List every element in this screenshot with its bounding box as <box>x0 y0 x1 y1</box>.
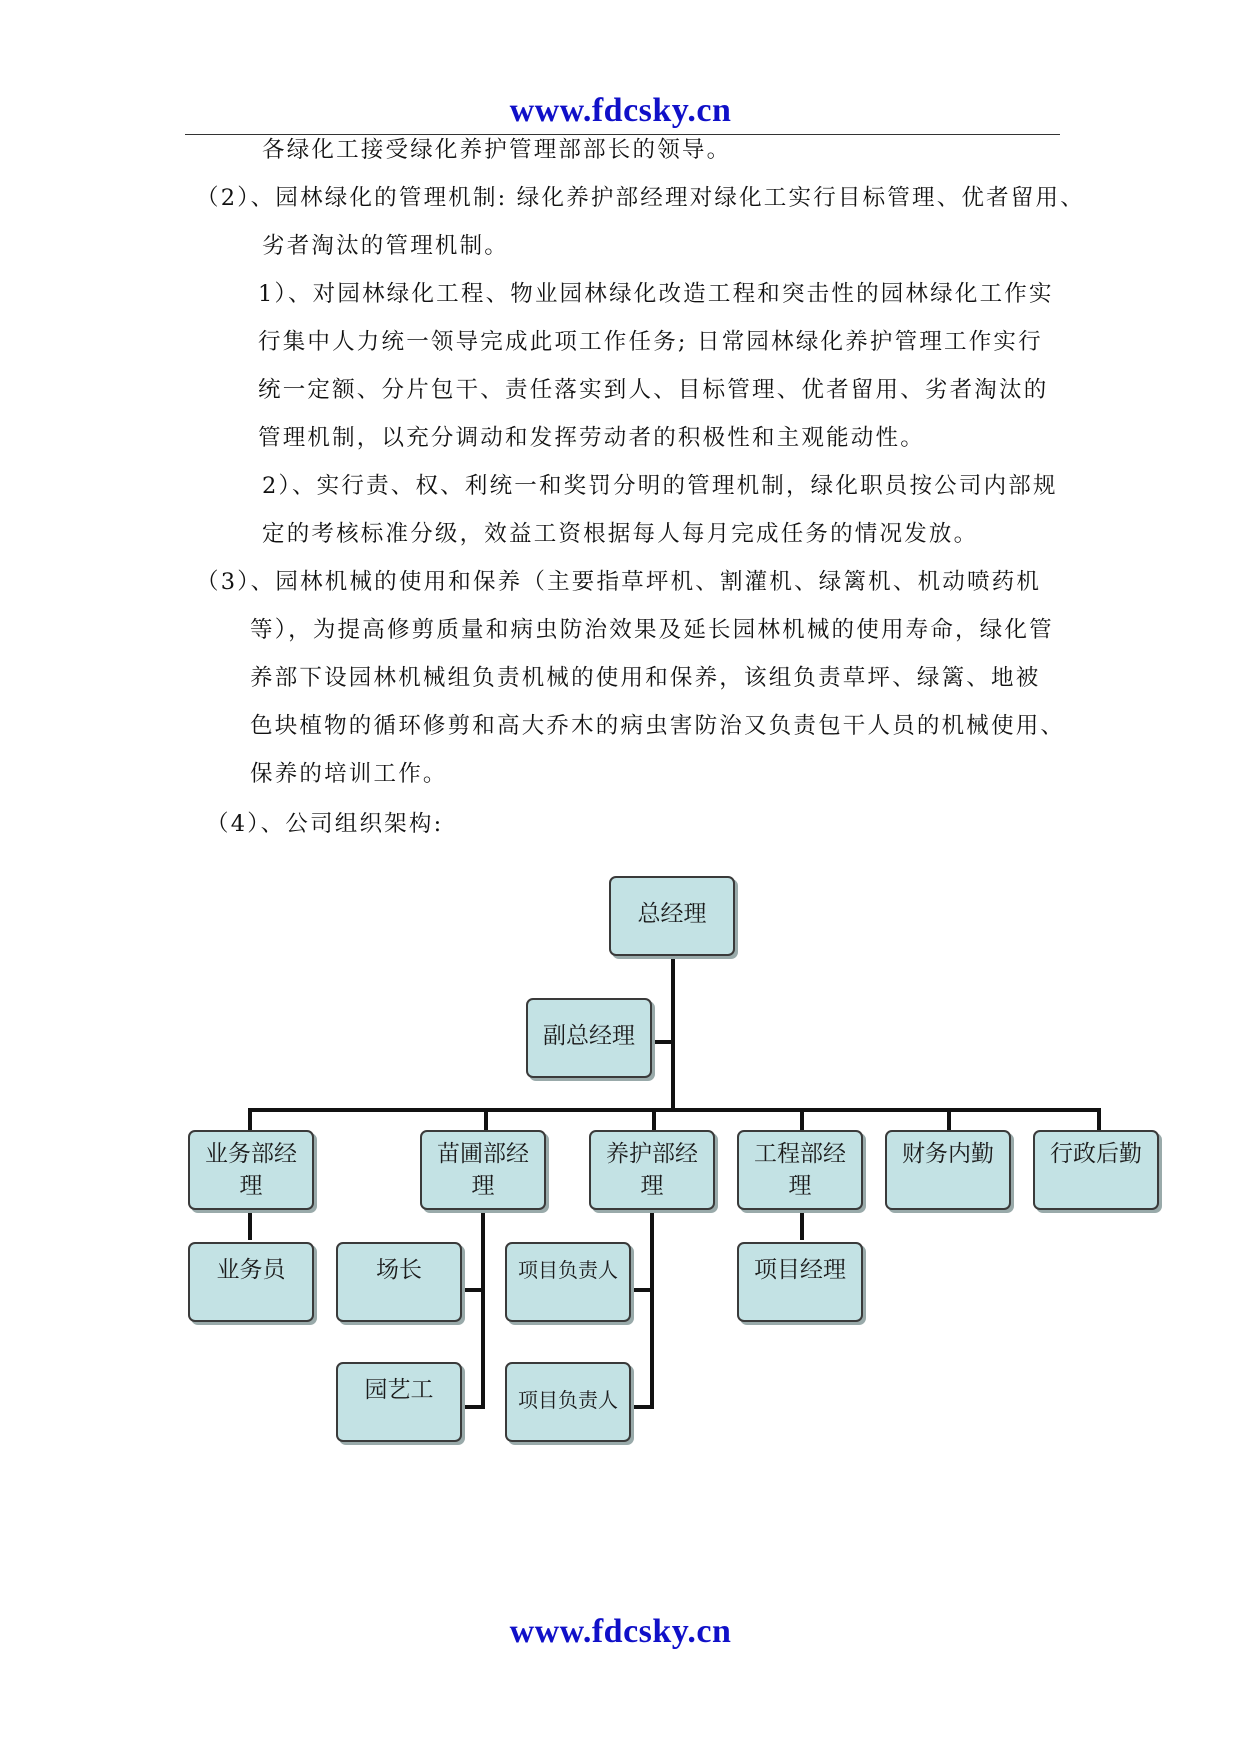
org-box-deputy-general-manager: 副总经理 <box>526 998 652 1078</box>
org-box-salesman: 业务员 <box>188 1242 314 1322</box>
paragraph-line: （3）、园林机械的使用和保养（主要指草坪机、割灌机、绿篱机、机动喷药机 <box>196 569 1042 595</box>
paragraph-line: 色块植物的循环修剪和高大乔木的病虫害防治又负责包干人员的机械使用、 <box>250 713 1066 739</box>
paragraph-line: 等），为提高修剪质量和病虫防治效果及延长园林机械的使用寿命，绿化管 <box>250 617 1054 643</box>
paragraph-line: 行集中人力统一领导完成此项工作任务; 日常园林绿化养护管理工作实行 <box>258 329 1043 355</box>
header-url: www.fdcsky.cn <box>509 92 732 129</box>
org-box-farm-manager: 场长 <box>336 1242 462 1322</box>
paragraph-line: 养部下设园林机械组负责机械的使用和保养，该组负责草坪、绿篱、地被 <box>250 665 1041 691</box>
org-box-project-manager: 项目经理 <box>737 1242 863 1322</box>
paragraph-line: 保养的培训工作。 <box>250 761 448 787</box>
org-box-engineering-manager: 工程部经 理 <box>737 1130 863 1210</box>
org-box-finance: 财务内勤 <box>885 1130 1011 1210</box>
connector-line <box>481 1208 485 1408</box>
paragraph-line: （4）、公司组织架构: <box>206 811 444 837</box>
connector-line <box>650 1040 674 1044</box>
paragraph-line: 管理机制，以充分调动和发挥劳动者的积极性和主观能动性。 <box>258 425 925 451</box>
org-box-project-lead: 项目负责人 <box>505 1242 631 1322</box>
connector-line <box>248 1108 1101 1112</box>
paragraph-line: 1）、对园林绿化工程、物业园林绿化改造工程和突击性的园林绿化工作实 <box>258 281 1054 307</box>
org-box-business-manager: 业务部经 理 <box>188 1130 314 1210</box>
org-box-nursery-manager: 苗圃部经 理 <box>420 1130 546 1210</box>
connector-line <box>650 1208 654 1408</box>
org-box-gardener: 园艺工 <box>336 1362 462 1442</box>
paragraph-line: 劣者淘汰的管理机制。 <box>262 233 510 259</box>
paragraph-line: 定的考核标准分级，效益工资根据每人每月完成任务的情况发放。 <box>262 521 979 547</box>
connector-line <box>460 1405 485 1409</box>
footer-url: www.fdcsky.cn <box>509 1613 732 1650</box>
org-box-maintenance-manager: 养护部经 理 <box>589 1130 715 1210</box>
connector-line <box>628 1288 654 1292</box>
connector-line <box>671 955 675 1112</box>
paragraph-line: 2）、实行责、权、利统一和奖罚分明的管理机制，绿化职员按公司内部规 <box>262 473 1058 499</box>
connector-line <box>460 1288 485 1292</box>
paragraph-line: 统一定额、分片包干、责任落实到人、目标管理、优者留用、劣者淘汰的 <box>258 377 1049 403</box>
connector-line <box>628 1405 654 1409</box>
org-box-general-manager: 总经理 <box>609 876 735 956</box>
paragraph-line: （2）、园林绿化的管理机制: 绿化养护部经理对绿化工实行目标管理、优者留用、 <box>196 185 1085 211</box>
org-box-admin: 行政后勤 <box>1033 1130 1159 1210</box>
connector-line <box>800 1208 804 1240</box>
paragraph-line: 各绿化工接受绿化养护管理部部长的领导。 <box>262 137 732 163</box>
org-box-project-lead: 项目负责人 <box>505 1362 631 1442</box>
connector-line <box>248 1208 252 1240</box>
